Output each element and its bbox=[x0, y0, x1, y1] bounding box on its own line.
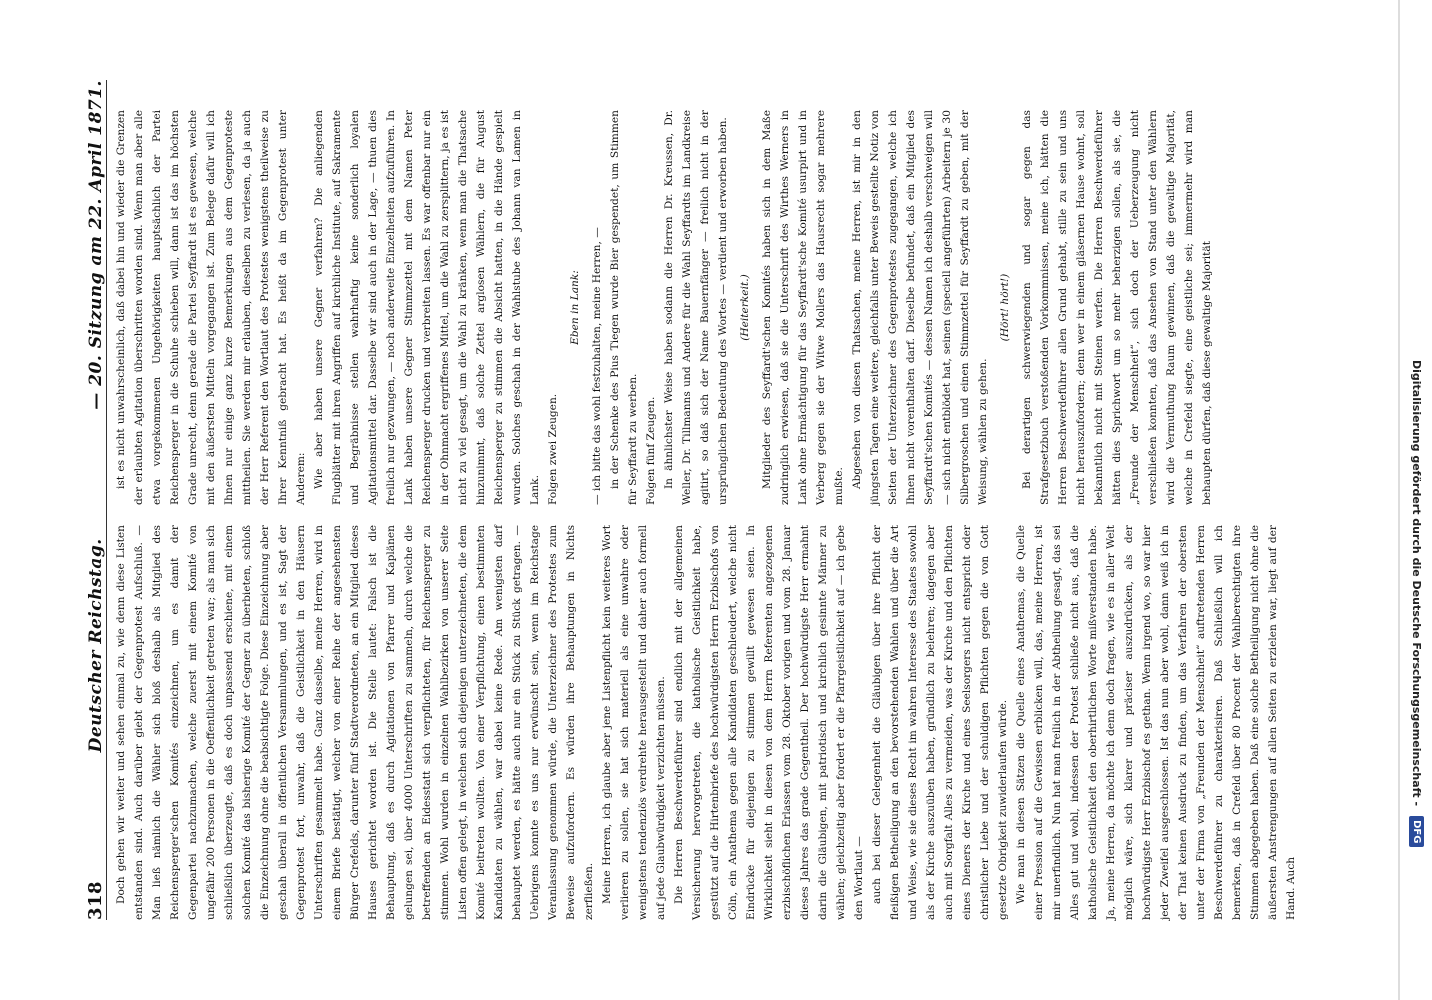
quoted-paragraph: Wie aber haben unsere Gegner verfahren? Die anliegenden Flugblätter mit ihren Angriffen auf kirchliche Institute, auf Sakramente und Begräbnisse stellen wahrhaftig keine sonderlich loyalen Agitationsmittel dar. Dasselbe wir sind auch in der Lage, — thuen dies freilich nur gezwungen, — noch anderweite Einzelheiten aufzuführen. In Lank haben unsere Gegner Stimmzettel mit dem Namen Peter Reichensperger drucken und verbreiten lassen. Es war offenbar nur ein in der Ohnmacht ergriffenes Mittel, um die Wahl zu zersplittern, ja es ist nicht zu viel gesagt, um die Wahl zu kränken, wenn man die Thatsache hinzunimmt, daß solche Zettel arglosen Wählern, die für August Reichensperger zu stimmen die Absicht hatten, in die Hände gespielt wurden. Solches geschah in der Wahlstube des Johann van Lamen in Lank. bbox=[313, 110, 541, 505]
dfg-logo: DFG bbox=[1410, 816, 1425, 847]
page-number: 318 bbox=[85, 880, 106, 920]
digitization-note bbox=[1402, 0, 1432, 1000]
quoted-paragraph: auch bei dieser Gelegenheit die Gläubigen über ihre Pflicht der fleißigen Betheiligung an den bevorstehenden Wahlen und über die Art und Weise, wie sie dieses Recht im wahren Interesse des Staates sowohl als der Kirche auszuüben haben, gründlich zu belehren; dagegen aber auch mit Sorgfalt Alles zu vermeiden, was der Kirche und den Pflichten eines Dieners der Kirche und eines Seelsorgers nicht entspricht oder christlicher Liebe und der schuldigen Pflichten gegen die von Gott gesetzte Obrigkeit zuwiderlaufen würde. bbox=[871, 525, 1009, 920]
note-line: Folgen zwei Zeugen. bbox=[547, 393, 559, 505]
quoted-paragraph: in der Schenke des Pius Tiegen wurde Bier gespendet, um Stimmen für Seyffardt zu werben. bbox=[609, 110, 639, 505]
right-column bbox=[112, 110, 1432, 505]
paragraph: Doch gehen wir weiter und sehen einmal zu, wie denn diese Listen entstanden sind. Auch darüber giebt der Gegenprotest Aufschluß. — Man ließ nämlich die Wähler sich bloß deshalb als Mitglied des Reichensperger'schen Komités einzeichnen, um es damit der Gegenpartei nachzumachen, welche zuerst mit einem Komité von ungefähr 200 Personen in die Oeffentlichkeit getreten war; als man sich schließlich überzeugte, daß es doch unpassend erschiene, mit einem solchen Komité das bisherige Komité der Gegner zu überbieten, schloß die Einzeichnung ohne die beabsichtigte Folge. Diese Einzeichnung aber geschah überall in öffentlichen Versammlungen, und es ist, Sagt der Gegenprotest fort, unwahr, daß die Geistlichkeit in den Häusern Unterschriften gesammelt habe. Ganz dasselbe, meine Herren, wird in einem Briefe bestätigt, welcher von einer Reihe der angesehensten Bürger Crefelds, darunter fünf Stadtverordneten, an ein Mitglied dieses Hauses gerichtet worden ist. Die Stelle lautet: Falsch ist die Behauptung, daß es durch Agitationen von Pfarrer und Kaplänen gelungen sei, über 4000 Unterschriften zu sammeln, durch welche die betreffenden an Eidesstatt sich verpflichteten, für Reichensperger zu stimmen. Wohl wurden in einzelnen Wahlbezirken von unserer Seite Listen offen gelegt, in welchen sich diejenigen unterzeichneten, die dem Komité beitreten wollten. Von einer Verpflichtung, einen bestimmten Kandidaten zu wählen, war dabei keine Rede. Am wenigsten darf behauptet werden, es hätte auch nur ein Stück zu Stück getragen. — Uebrigens konnte es uns nur erwünscht sein, wenn im Reichstage Veranlassung genommen würde, die Unterzeichner des Protestes zum Beweise aufzufordern. Es würden ihre Behauptungen in Nichts zerfließen. bbox=[115, 525, 595, 920]
digitization-text: Digitalisierung gefördert durch die Deutsche Forschungsgemeinschaft - bbox=[1410, 360, 1424, 807]
paragraph: Die Herren Beschwerdeführer sind endlich mit der allgemeinen Versicherung hervorgetreten, die katholische Geistlichkeit habe, gestützt auf die Hirtenbriefe des hochwürdigsten Herrn Erzbischofs von Cöln, ein Anathema gegen alle Kandidaten geschleudert, welche nicht Eindrücke für diejenigen zu stimmen gewillt gewesen seien. In Wirklichkeit sieht in diesen von dem Herrn Referenten angezogenen erzbischöflichen Erlassen vom 28. Oktober vorigen und vom 28. Januar dieses Jahres das grade Gegentheil. Der hochwürdigste Herr ermahnt darin die Gläubigen, mit patriotisch und kirchlich gesinnte Männer zu wählen; gleichzeitig aber fordert er die Pfarrgeistlichkeit auf — ich gebe den Wortlaut — bbox=[673, 525, 865, 920]
journal-title: Deutscher Reichstag. bbox=[86, 538, 106, 753]
left-column bbox=[112, 525, 1432, 920]
page-header bbox=[72, 80, 107, 920]
paragraph: Abgesehen von diesen Thatsachen, meine Herren, ist mir in den jüngsten Tagen eine weitere, gleichfalls unter Beweis gestellte Notiz von Seiten der Unterzeichner des Gegenprotestes zugegangen, welche ich Ihnen nicht vorenthalten darf. Dieselbe befundet, daß ein Mitglied des Seyffardt'schen Komités — dessen Namen ich deshalb verschweigen will — sich nicht entblödet hat, seinen (speciell angeführten) Arbeitern je 30 Silbergroschen und einen Stimmzettel für Seyffardt zu geben, mit der Weisung, wählen zu gehen. bbox=[851, 110, 989, 505]
quoted-paragraph: In ähnlichster Weise haben sodann die Herren Dr. Kreussen, Dr. Weller, Dr. Tillmanns und Andere für die Wahl Seyffardts im Landkreise agitirt, so daß sich der Name Bauernfänger — freilich nicht in der ursprünglichen Bedeutung des Wortes — verdient und erworben haben. bbox=[663, 110, 729, 505]
paragraph: ist es nicht unwahrscheinlich, daß dabei hin und wieder die Grenzen der erlaubten Agitation überschritten worden sind. Wenn man aber alle etwa vorgekommenen Ungehörigkeiten hauptsächlich der Partei Reichensperger in die Schuhe schieben will, dann ist das im höchsten Grade unrecht, denn gerade die Partei Seyffardt ist es gewesen, welche mit den äußersten Mitteln vorgegangen ist. Zum Belege dafür will ich Ihnen nur einige ganz kurze Bemerkungen aus dem Gegenproteste mittheilen. Sie werden mir erlauben, dieselben zu verlesen, da ja auch der Herr Referent den Wortlaut des Protestes wenigstens theilweise zu Ihrer Kenntniß gebracht hat. Es heißt da im Gegenprotest unter Anderem: bbox=[115, 110, 307, 505]
paragraph: Meine Herren, ich glaube aber jene Listenpflicht kein weiteres Wort verlieren zu sollen, sie hat sich materiell als eine unwahre oder wenigstens tendenziös verdrehte herausgestellt und daher auch formell auf jede Glaubwürdigkeit verzichten müssen. bbox=[601, 525, 667, 920]
session-title: — 20. Sitzung am 22. April 1871. bbox=[86, 80, 106, 410]
paragraph: Bei derartigen schwerwiegenden und sogar gegen das Strafgesetzbuch verstoßenden Vorkommnissen, meine ich, hätten die Herren Beschwerdeführer allen Grund gehabt, stille zu sein und uns nicht herauszufordern; denn wer in einem gläsernen Hause wohnt, soll bekanntlich nicht mit Steinen werfen. Die Herren Beschwerdeführer hätten dies Sprichwort um so mehr beherzigen sollen, als sie, die „Freunde der Menschheit“, sich doch der Ueberzeugung nicht verschließen konnten, daß das Ansehen von Stand unter den Wählern wird die Vermuthung Raum gewinnen, daß die gewaltige Majorität, welche in Crefeld siegte, eine geistliche sei; immermehr wird man behaupten dürfen, daß diese gewaltige Majorität bbox=[1021, 110, 1213, 505]
scan-edge bbox=[1398, 0, 1400, 1000]
quote-line: Eben in Lank: bbox=[569, 270, 581, 345]
interjection-line: — ich bitte das wohl festzuhalten, meine Herren, — bbox=[591, 227, 603, 505]
quoted-paragraph: Mitglieder des Seyffardt'schen Komités haben sich in dem Maße zudringlich erwiesen, daß sie die Unterschrift des Wirthes Werners in Lank ohne Ermächtigung für das Seyffardt'sche Komité usurpirt und in Verberg gegen sie der Witwe Mollers das Hausrecht sogar mehrere mußte. bbox=[761, 110, 845, 505]
reaction-line: (Heiterkeit.) bbox=[739, 274, 751, 341]
reaction-line: (Hört! hört!) bbox=[999, 273, 1011, 342]
note-line: Folgen fünf Zeugen. bbox=[645, 396, 657, 505]
paragraph: Wie man in diesen Sätzen die Quelle eines Anathemas, die Quelle einer Pression auf die Gewissen erblicken will, das, meine Herren, ist mir unerfindlich. Nun hat man freilich in der Abtheilung gesagt, das sei Alles gut und wohl, indessen der Protest schließe nicht aus, daß die katholische Geistlichkeit den oberhirtlichen Worte mißverstanden habe. Ja, meine Herren, da möchte ich denn doch fragen, wie es in aller Welt möglich wäre, sich klarer und präciser auszudrücken, als der hochwürdigste Herr Erzbischof es gethan. Wenn irgend wo, so war hier jeder Zweifel ausgeschlossen. Ist das nun aber wohl, dann weiß ich in der That keinen Ausdruck zu finden, um das Verfahren der obersten unter der Firma von „Freunden der Menschheit“ auftretenden Herren Beschwerdeführer zu charakterisiren. Daß Schließlich will ich bemerken, daß in Crefeld über 80 Procent der Wahlberechtigten ihre Stimmen abgegeben haben. Daß eine solche Betheiligung nicht ohne die äußersten Anstrengungen auf allen Seiten zu erzielen war, liegt auf der Hand. Auch bbox=[1015, 525, 1297, 920]
